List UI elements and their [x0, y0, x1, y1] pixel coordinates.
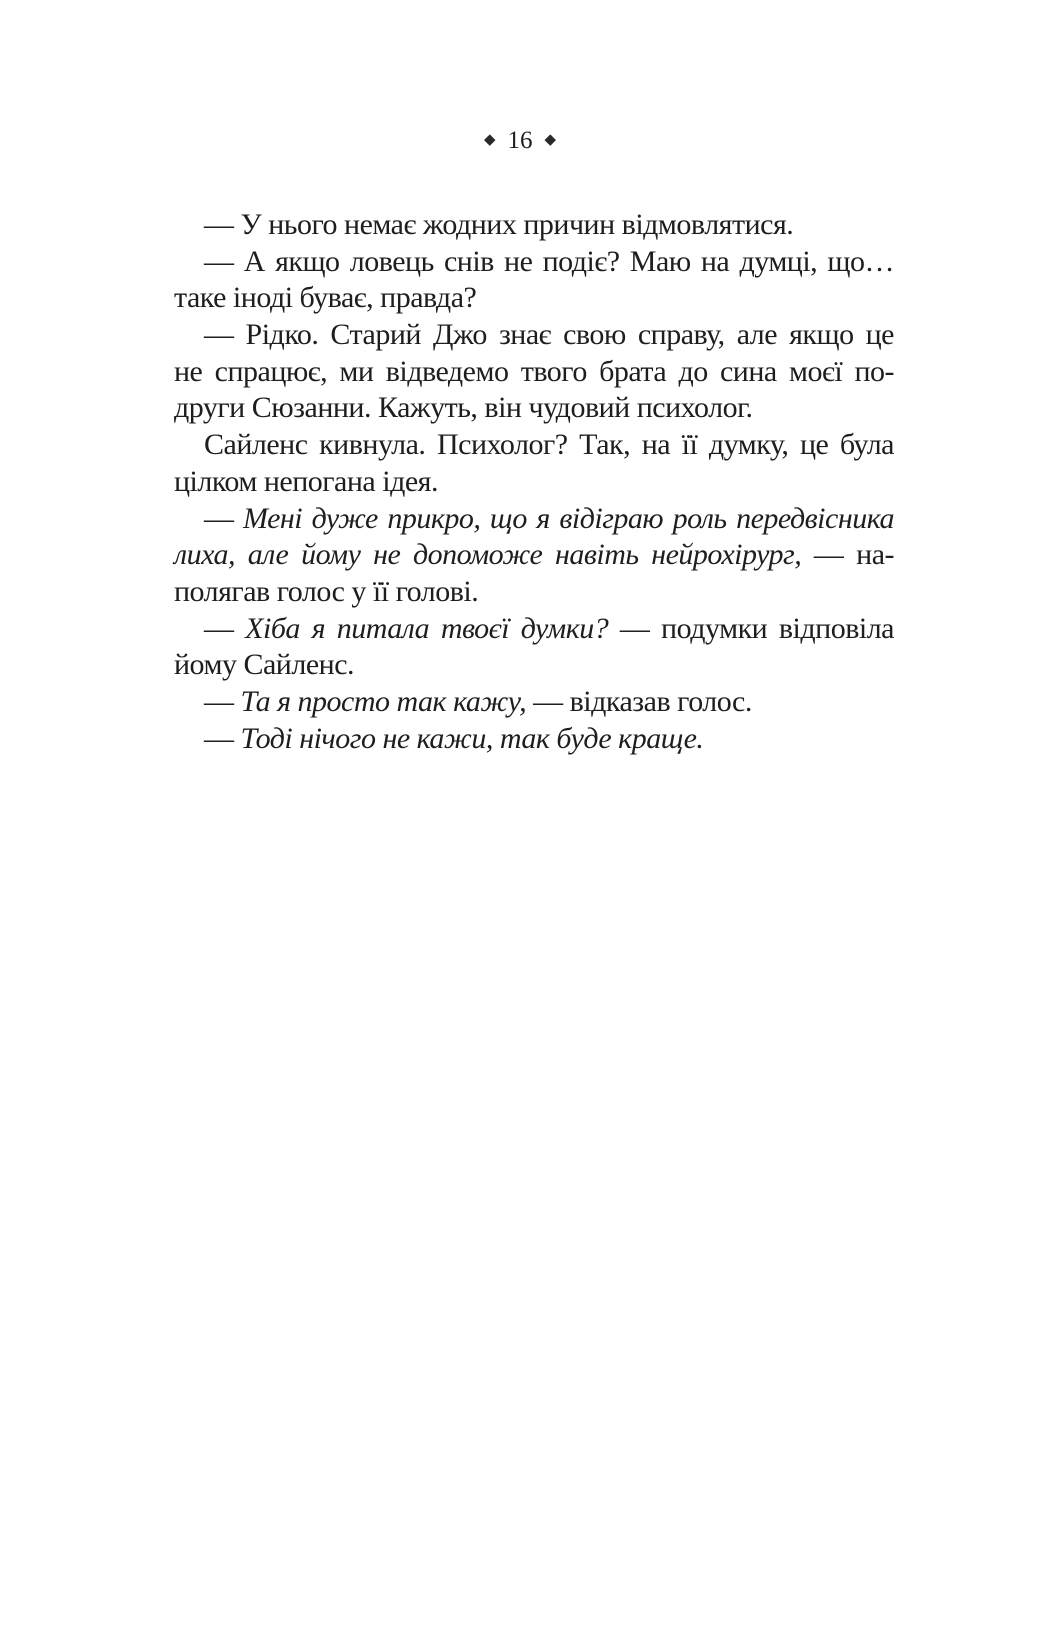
text-line: [174, 427, 894, 464]
italic-text-run: Хіба я питала твоєї думки?: [245, 611, 609, 645]
text-run: — подумки відповіла: [608, 611, 894, 645]
text-run: Сайленс кивнула. Психолог? Так, на її думку, це була: [204, 428, 894, 462]
text-run: — У нього немає жодних причин відмовлятися.: [204, 208, 794, 241]
text-run: —: [204, 684, 241, 718]
italic-text-run: Тоді нічого не кажи, так буде краще.: [240, 721, 704, 755]
page-number: 16: [507, 127, 533, 154]
text-run: —: [204, 501, 244, 535]
text-run: цілком непогана ідея.: [174, 464, 438, 498]
text-run: — на-: [801, 538, 894, 572]
text-run: йому Сайленс.: [174, 648, 355, 682]
text-line: [174, 244, 894, 281]
italic-text-run: Та я просто так кажу,: [240, 684, 527, 718]
text-line: [174, 684, 894, 721]
text-run: —: [204, 721, 241, 755]
text-line: [174, 317, 894, 354]
text-run: полягав голос у її голові.: [174, 574, 479, 608]
text-line: [174, 574, 894, 611]
text-run: — А якщо ловець снів не подіє? Маю на думці, що…: [204, 244, 894, 278]
text-line: [174, 207, 894, 244]
italic-text-run: Мені дуже прикро, що я відіграю роль передвісника: [243, 501, 894, 535]
text-run: не спрацює, ми відведемо твого брата до сина моєї по-: [174, 354, 894, 388]
text-line: [174, 537, 894, 574]
text-line: [174, 721, 894, 758]
text-line: [174, 501, 894, 538]
text-line: [174, 647, 894, 684]
page-number-header: [0, 124, 1040, 159]
italic-text-run: лиха, але йому не допоможе навіть нейрохірург,: [174, 538, 802, 572]
text-line: [174, 280, 894, 317]
text-run: други Сюзанни. Кажуть, він чудовий психолог.: [174, 391, 753, 425]
text-run: —: [204, 611, 246, 645]
text-line: [174, 464, 894, 501]
diamond-ornament-right-icon: ◆: [544, 132, 557, 149]
text-run: таке іноді буває, правда?: [174, 281, 477, 315]
text-run: — Рідко. Старий Джо знає свою справу, але якщо це: [204, 318, 894, 352]
text-run: — відказав голос.: [526, 684, 752, 718]
text-line: [174, 611, 894, 648]
body-text: [174, 207, 894, 757]
diamond-ornament-left-icon: ◆: [483, 132, 496, 149]
text-line: [174, 354, 894, 391]
text-line: [174, 390, 894, 427]
